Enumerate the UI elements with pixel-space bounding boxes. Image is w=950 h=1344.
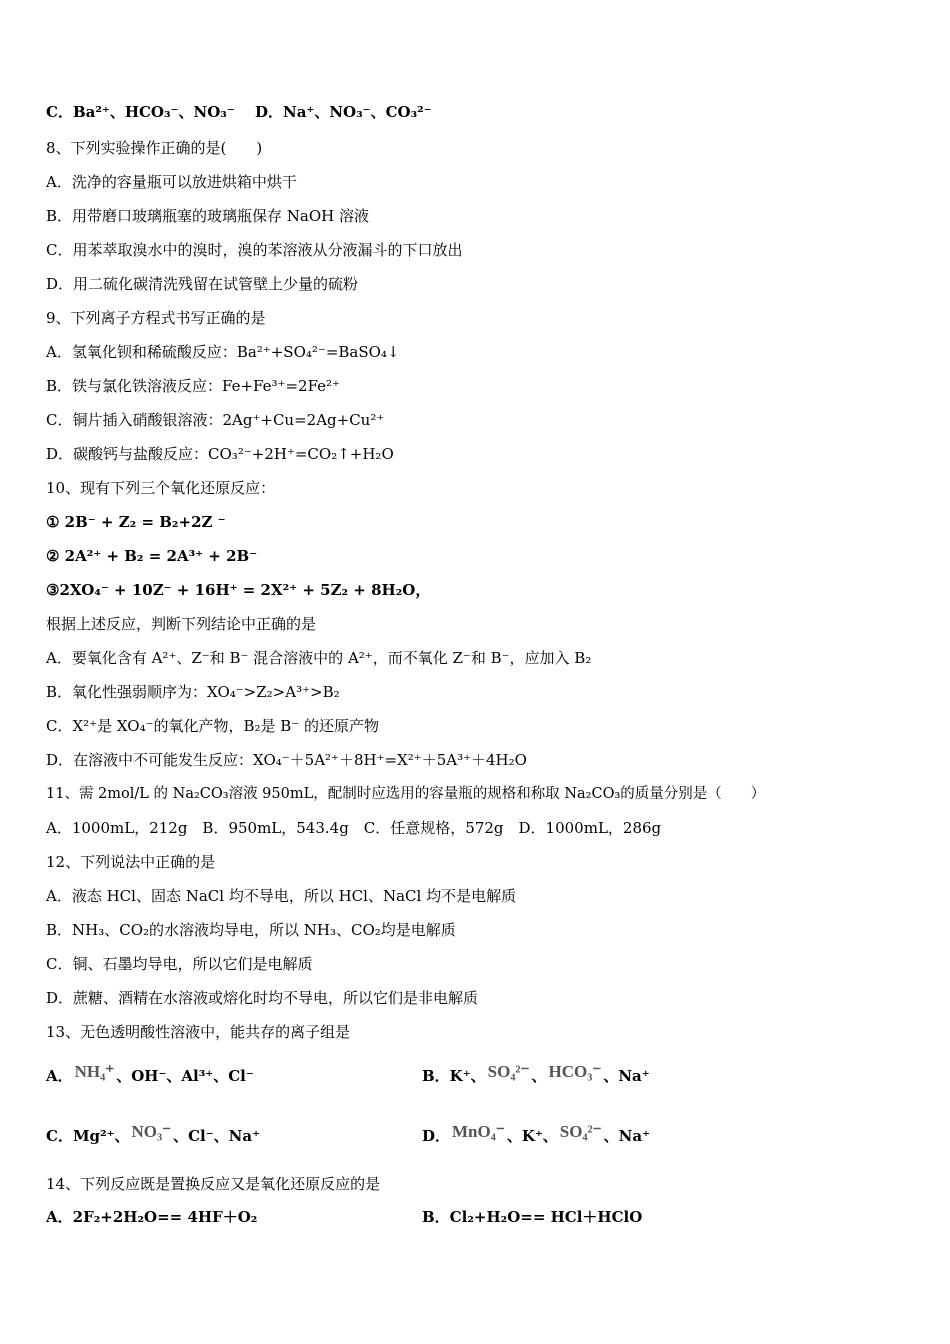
q13-c-rest: 、Cl⁻、Na⁺	[173, 1127, 261, 1145]
q10-question: 根据上述反应，判断下列结论中正确的是	[46, 615, 317, 633]
q13-b-bicarbonate: HCO₃⁻	[548, 1062, 602, 1081]
q13-b-sulfate: SO₄²⁻	[487, 1062, 530, 1081]
q13-a-label: A．	[46, 1067, 73, 1085]
q13-stem: 13、无色透明酸性溶液中，能共存的离子组是	[46, 1023, 351, 1041]
q14-options-ab	[46, 1207, 643, 1227]
q9-stem: 9、下列离子方程式书写正确的是	[46, 309, 266, 327]
q13-options-cd	[46, 1122, 650, 1146]
q13-b-label: B．K⁺、	[422, 1067, 486, 1085]
q8-option-b: B．用带磨口玻璃瓶塞的玻璃瓶保存 NaOH 溶液	[46, 207, 370, 225]
q12-option-b: B．NH₃、CO₂的水溶液均导电，所以 NH₃、CO₂均是电解质	[46, 921, 456, 939]
q10-option-d: D．在溶液中不可能发生反应：XO₄⁻＋5A²⁺＋8H⁺=X²⁺＋5A³⁺＋4H₂O	[46, 751, 527, 769]
q12-option-d: D．蔗糖、酒精在水溶液或熔化时均不导电，所以它们是非电解质	[46, 989, 479, 1007]
q10-reaction-1: ① 2B⁻ + Z₂ = B₂+2Z ⁻	[46, 513, 226, 531]
q13-d-sulfate: SO₄²⁻	[559, 1122, 602, 1141]
q13-d-mid: 、K⁺、	[506, 1127, 558, 1145]
q13-d-label: D．	[422, 1127, 451, 1145]
q12-option-a: A．液态 HCl、固态 NaCl 均不导电，所以 HCl、NaCl 均不是电解质	[46, 887, 517, 905]
q8-option-d: D．用二硫化碳清洗残留在试管壁上少量的硫粉	[46, 275, 359, 293]
q9-option-d: D．碳酸钙与盐酸反应：CO₃²⁻+2H⁺=CO₂↑+H₂O	[46, 445, 394, 463]
q7-option-cd: C．Ba²⁺、HCO₃⁻、NO₃⁻ D．Na⁺、NO₃⁻、CO₃²⁻	[46, 103, 432, 121]
q11-stem: 11、需 2mol/L 的 Na₂CO₃溶液 950mL，配制时应选用的容量瓶的规格和称取 Na₂CO₃的质量分别是（ ）	[46, 786, 766, 802]
q10-stem: 10、现有下列三个氧化还原反应：	[46, 479, 276, 497]
q13-b-sep: 、	[531, 1067, 547, 1085]
q13-d-rest: 、Na⁺	[603, 1127, 650, 1145]
q11-options: A．1000mL，212g B．950mL，543.4g C．任意规格，572g D．1000mL，286g	[46, 819, 662, 837]
q10-reaction-2: ② 2A²⁺ + B₂ = 2A³⁺ + 2B⁻	[46, 547, 258, 565]
q8-option-a: A．洗净的容量瓶可以放进烘箱中烘干	[46, 173, 297, 191]
q10-reaction-3: ③2XO₄⁻ + 10Z⁻ + 16H⁺ = 2X²⁺ + 5Z₂ + 8H₂O，	[46, 581, 431, 599]
q10-option-c: C．X²⁺是 XO₄⁻的氧化产物，B₂是 B⁻ 的还原产物	[46, 717, 380, 735]
q14-option-b: B．Cl₂+H₂O== HCl＋HClO	[422, 1208, 643, 1226]
q14-option-a: A．2F₂+2H₂O== 4HF＋O₂	[46, 1208, 258, 1226]
q13-c-nitrate: NO₃⁻	[131, 1122, 172, 1141]
q13-c-label: C．Mg²⁺、	[46, 1127, 130, 1145]
q9-option-b: B．铁与氯化铁溶液反应：Fe+Fe³⁺=2Fe²⁺	[46, 377, 340, 395]
q13-a-rest: 、OH⁻、Al³⁺、Cl⁻	[116, 1067, 254, 1085]
q13-a-ammonium: NH₄⁺	[74, 1062, 115, 1081]
q13-d-permanganate: MnO₄⁻	[452, 1122, 505, 1141]
q10-option-b: B．氧化性强弱顺序为：XO₄⁻>Z₂>A³⁺>B₂	[46, 683, 340, 701]
q9-option-a: A．氢氧化钡和稀硫酸反应：Ba²⁺+SO₄²⁻=BaSO₄↓	[46, 343, 400, 361]
q8-option-c: C．用苯萃取溴水中的溴时，溴的苯溶液从分液漏斗的下口放出	[46, 241, 463, 259]
q10-option-a: A．要氧化含有 A²⁺、Z⁻和 B⁻ 混合溶液中的 A²⁺，而不氧化 Z⁻和 B⁻，应加入 B₂	[46, 649, 592, 667]
q12-option-c: C．铜、石墨均导电，所以它们是电解质	[46, 955, 313, 973]
q12-stem: 12、下列说法中正确的是	[46, 853, 216, 871]
q13-option-b	[422, 1062, 650, 1086]
q8-stem: 8、下列实验操作正确的是( )	[46, 139, 263, 157]
q13-option-d	[422, 1122, 650, 1146]
q13-options-ab	[46, 1062, 650, 1086]
q9-option-c: C．铜片插入硝酸银溶液：2Ag⁺+Cu=2Ag+Cu²⁺	[46, 411, 385, 429]
q14-stem: 14、下列反应既是置换反应又是氧化还原反应的是	[46, 1175, 381, 1193]
q13-b-rest: 、Na⁺	[603, 1067, 650, 1085]
